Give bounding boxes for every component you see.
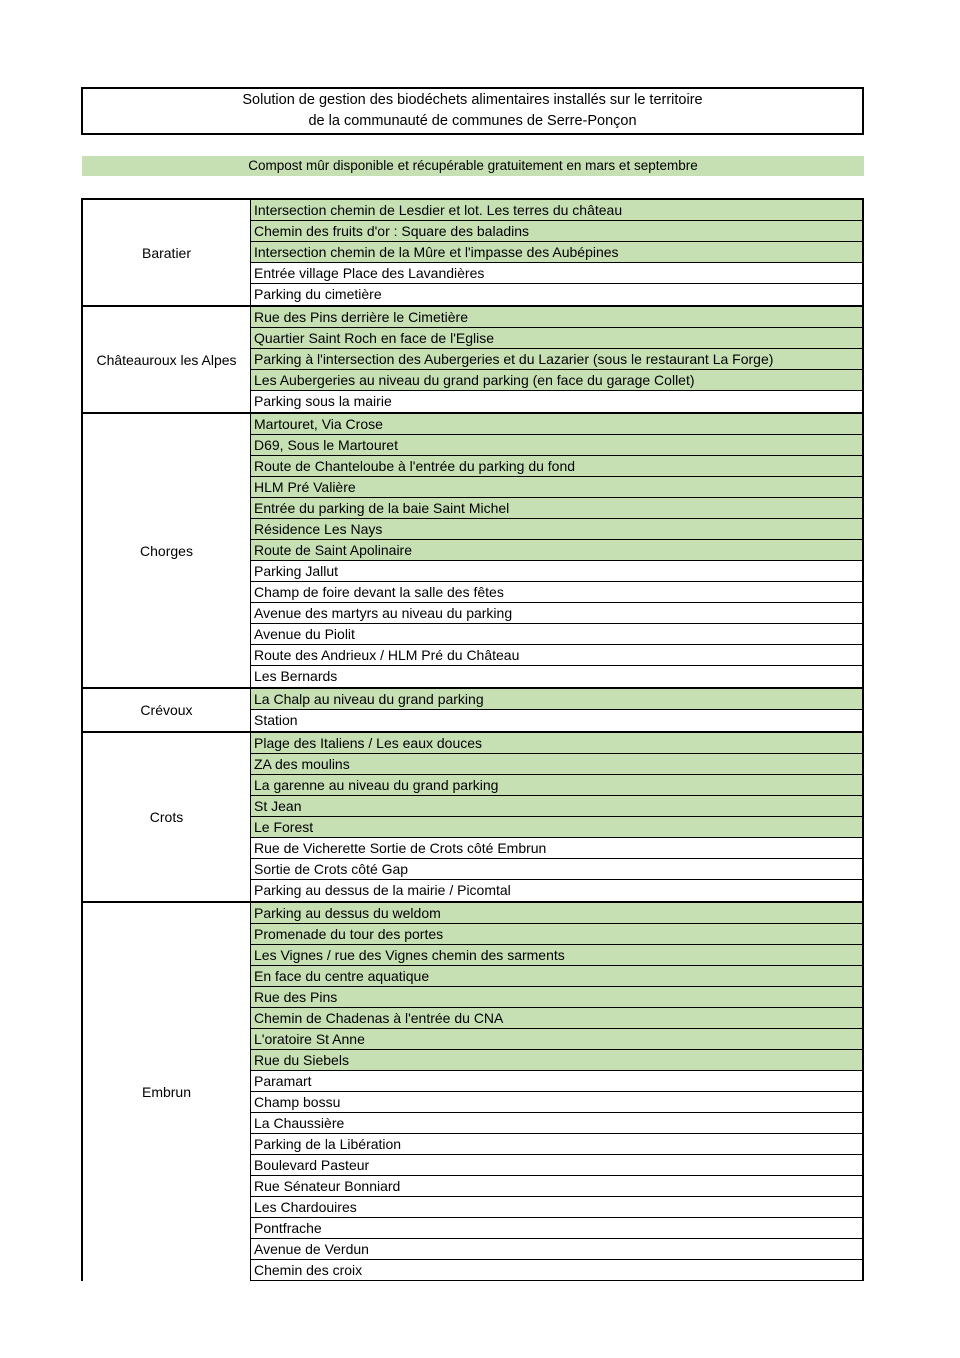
site-row: D69, Sous le Martouret <box>251 435 862 456</box>
site-row: Champ bossu <box>251 1092 862 1113</box>
site-row: La Chalp au niveau du grand parking <box>251 689 862 710</box>
site-row: Entrée du parking de la baie Saint Michel <box>251 498 862 519</box>
title-box <box>81 87 864 135</box>
site-row: Quartier Saint Roch en face de l'Eglise <box>251 328 862 349</box>
site-row: Martouret, Via Crose <box>251 414 862 435</box>
site-row: Avenue des martyrs au niveau du parking <box>251 603 862 624</box>
site-row: Chemin de Chadenas à l'entrée du CNA <box>251 1008 862 1029</box>
site-row: Les Chardouires <box>251 1197 862 1218</box>
commune-name: Crévoux <box>81 689 251 731</box>
site-row: Plage des Italiens / Les eaux douces <box>251 733 862 754</box>
site-row: Chemin des fruits d'or : Square des baladins <box>251 221 862 242</box>
site-row: L'oratoire St Anne <box>251 1029 862 1050</box>
commune-group <box>81 733 864 903</box>
site-row: Entrée village Place des Lavandières <box>251 263 862 284</box>
site-row: Rue de Vicherette Sortie de Crots côté Embrun <box>251 838 862 859</box>
site-row: Intersection chemin de la Mûre et l'impasse des Aubépines <box>251 242 862 263</box>
site-row: Chemin des croix <box>251 1260 862 1281</box>
site-row: Les Bernards <box>251 666 862 687</box>
commune-group <box>81 689 864 733</box>
site-row: HLM Pré Valière <box>251 477 862 498</box>
site-list <box>251 903 864 1281</box>
site-row: Route de Chanteloube à l'entrée du parking du fond <box>251 456 862 477</box>
commune-name: Chorges <box>81 414 251 687</box>
site-row: En face du centre aquatique <box>251 966 862 987</box>
site-row: Avenue du Piolit <box>251 624 862 645</box>
site-row: Champ de foire devant la salle des fêtes <box>251 582 862 603</box>
site-row: Parking sous la mairie <box>251 391 862 412</box>
site-list <box>251 200 864 305</box>
site-row: Avenue de Verdun <box>251 1239 862 1260</box>
site-row: Parking du cimetière <box>251 284 862 305</box>
site-row: Parking de la Libération <box>251 1134 862 1155</box>
site-row: Station <box>251 710 862 731</box>
title-line-2: de la communauté de communes de Serre-Ponçon <box>308 113 637 129</box>
commune-name: Baratier <box>81 200 251 305</box>
commune-group <box>81 414 864 689</box>
site-row: La Chaussière <box>251 1113 862 1134</box>
site-row: Le Forest <box>251 817 862 838</box>
site-row: Parking Jallut <box>251 561 862 582</box>
commune-group <box>81 200 864 307</box>
compost-banner: Compost mûr disponible et récupérable gratuitement en mars et septembre <box>82 156 864 176</box>
commune-group <box>81 903 864 1281</box>
title-line-1: Solution de gestion des biodéchets alimentaires installés sur le territoire <box>242 92 703 108</box>
site-row: Les Aubergeries au niveau du grand parking (en face du garage Collet) <box>251 370 862 391</box>
site-row: St Jean <box>251 796 862 817</box>
site-row: Promenade du tour des portes <box>251 924 862 945</box>
site-row: Sortie de Crots côté Gap <box>251 859 862 880</box>
site-row: Paramart <box>251 1071 862 1092</box>
site-row: Parking à l'intersection des Aubergeries et du Lazarier (sous le restaurant La Forge) <box>251 349 862 370</box>
sites-table <box>81 198 864 1281</box>
site-row: Boulevard Pasteur <box>251 1155 862 1176</box>
site-row: Intersection chemin de Lesdier et lot. Les terres du château <box>251 200 862 221</box>
site-row: Route des Andrieux / HLM Pré du Château <box>251 645 862 666</box>
site-row: Parking au dessus de la mairie / Picomtal <box>251 880 862 901</box>
site-row: La garenne au niveau du grand parking <box>251 775 862 796</box>
site-row: Parking au dessus du weldom <box>251 903 862 924</box>
site-row: Route de Saint Apolinaire <box>251 540 862 561</box>
site-row: Les Vignes / rue des Vignes chemin des sarments <box>251 945 862 966</box>
site-row: Rue Sénateur Bonniard <box>251 1176 862 1197</box>
site-list <box>251 307 864 412</box>
commune-group <box>81 307 864 414</box>
site-list <box>251 733 864 901</box>
site-row: Pontfrache <box>251 1218 862 1239</box>
commune-name: Châteauroux les Alpes <box>81 307 251 412</box>
site-row: Résidence Les Nays <box>251 519 862 540</box>
site-list <box>251 414 864 687</box>
site-list <box>251 689 864 731</box>
site-row: Rue des Pins derrière le Cimetière <box>251 307 862 328</box>
site-row: ZA des moulins <box>251 754 862 775</box>
commune-name: Embrun <box>81 903 251 1281</box>
site-row: Rue des Pins <box>251 987 862 1008</box>
commune-name: Crots <box>81 733 251 901</box>
site-row: Rue du Siebels <box>251 1050 862 1071</box>
